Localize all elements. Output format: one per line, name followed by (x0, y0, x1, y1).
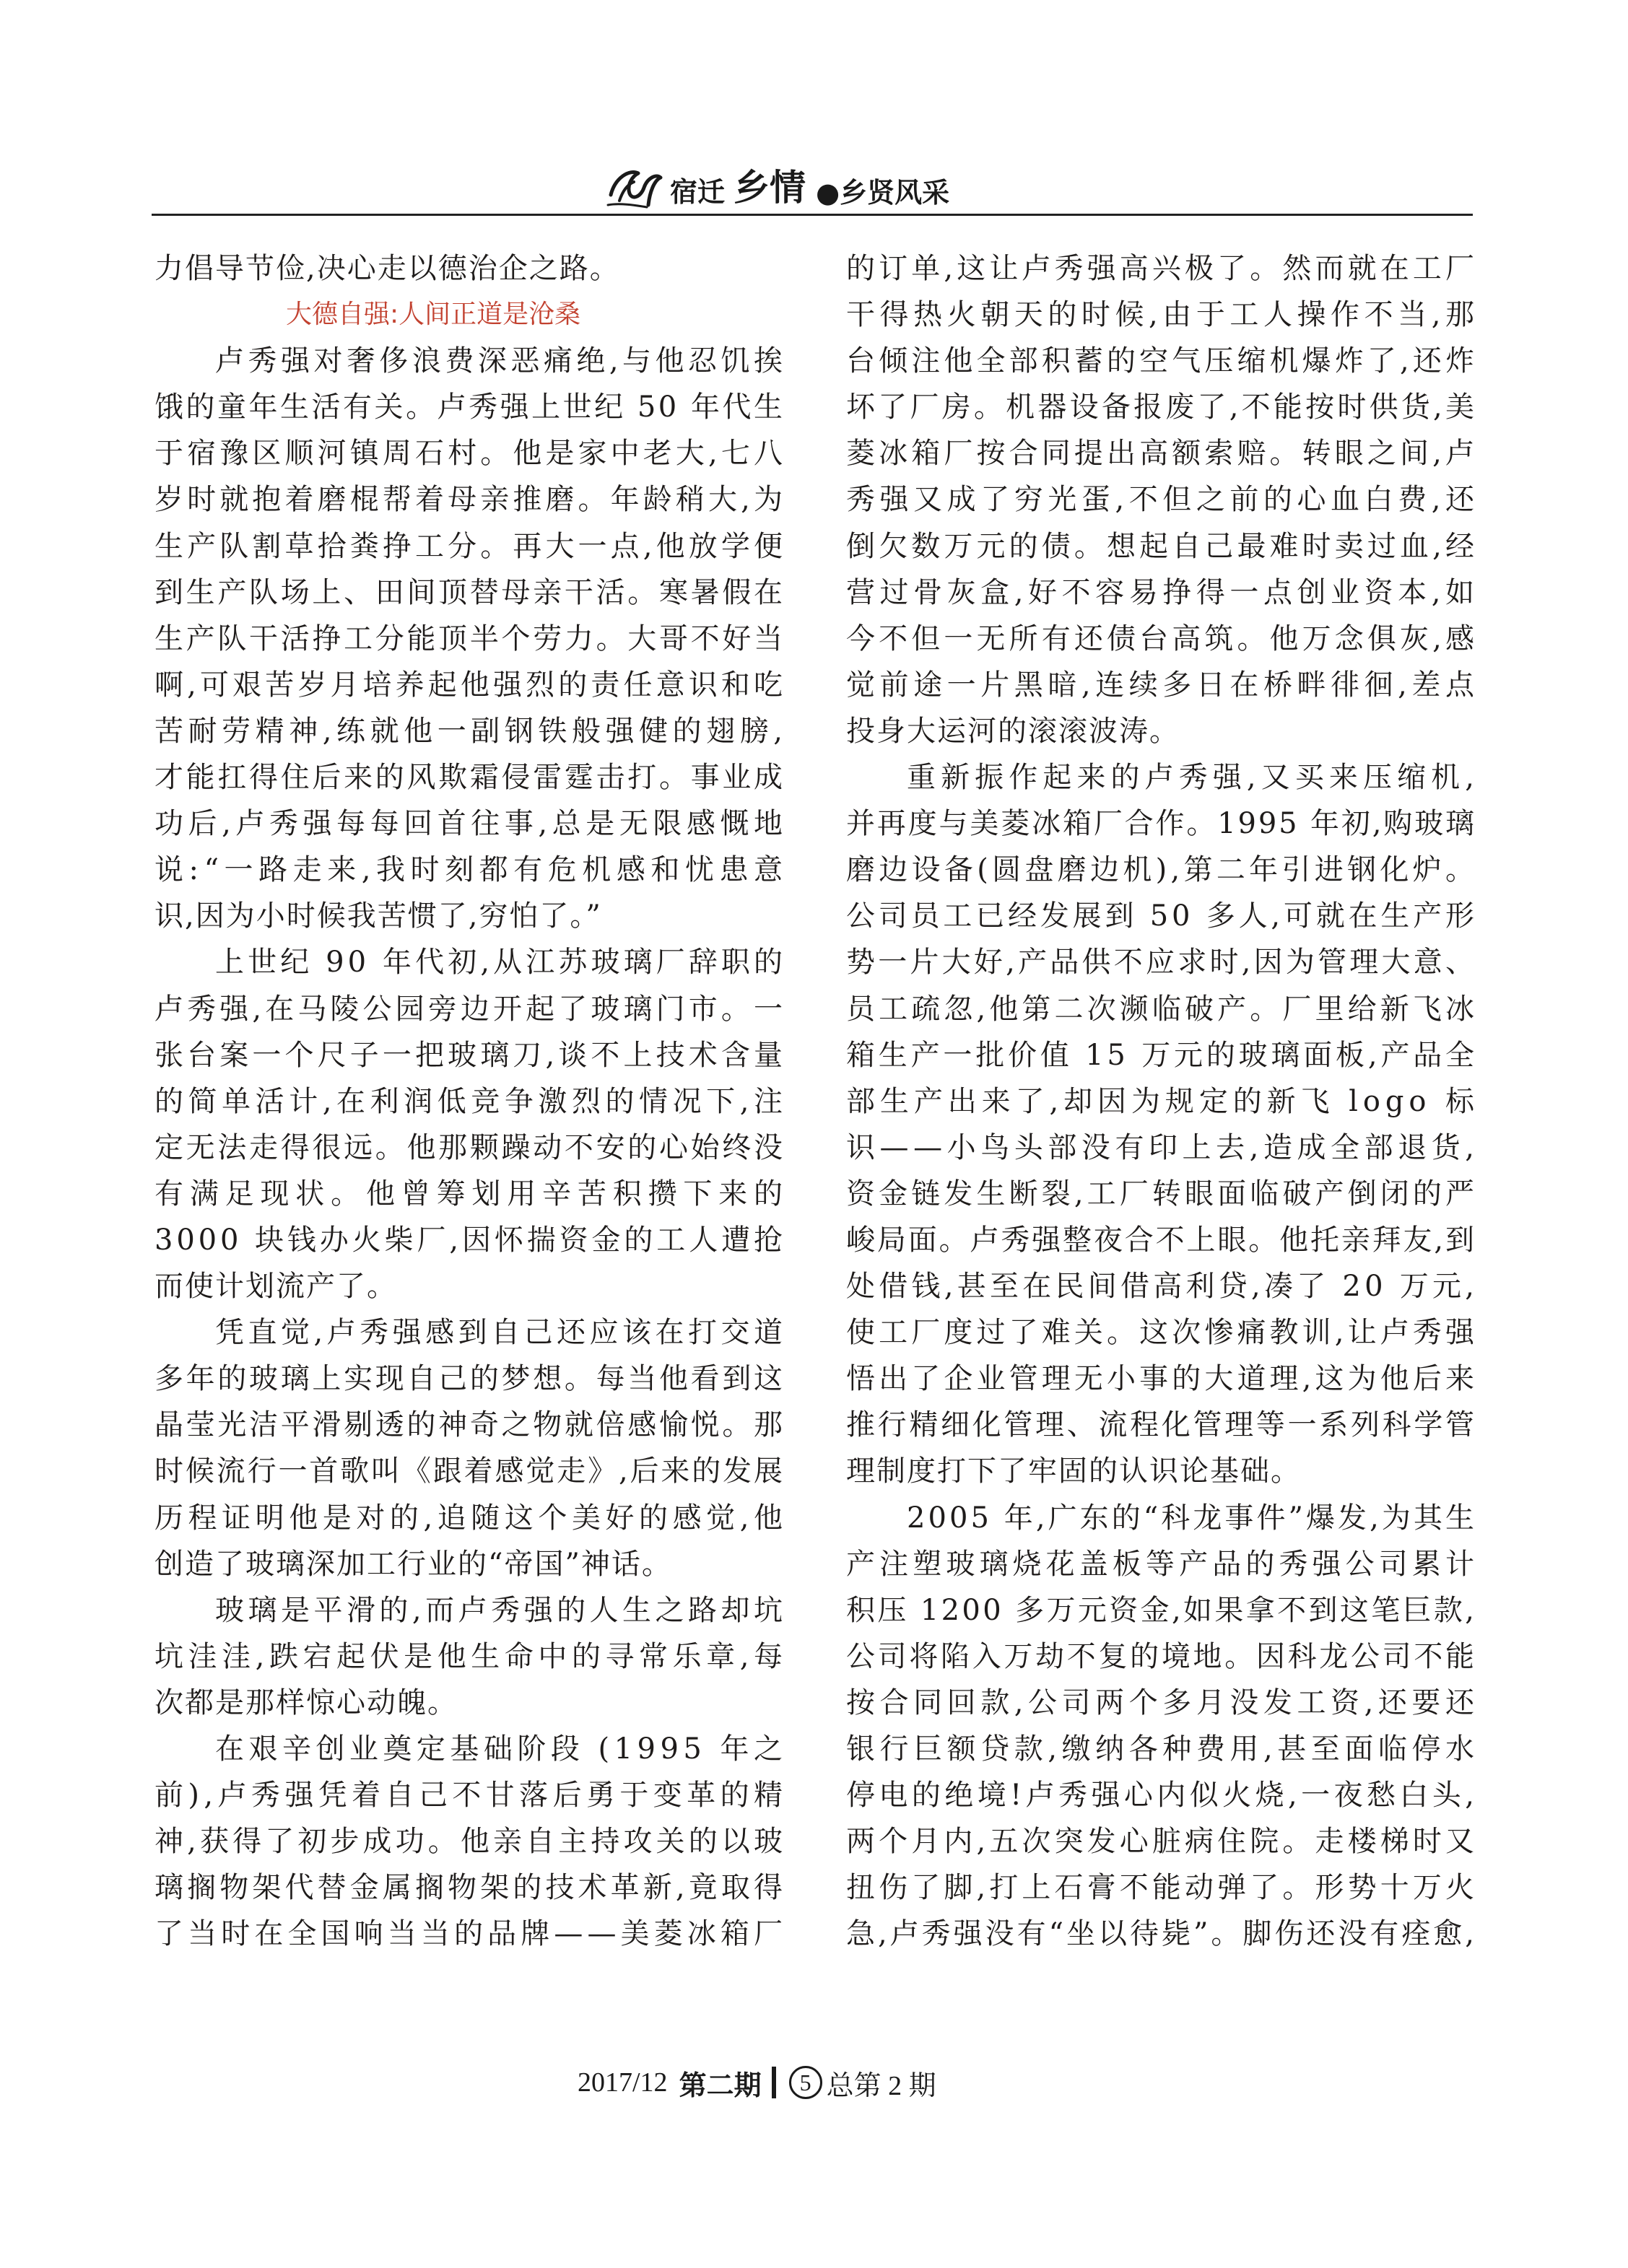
text-line (846, 1217, 1474, 1263)
text-line (154, 1032, 787, 1078)
section-heading: 大德自强:人间正道是沧桑 (286, 300, 581, 330)
text-line-content: 急,卢秀强没有“坐以待毙”。脚伤还没有痊愈, (846, 1917, 1477, 1951)
text-line-content: 的简单活计,在利润低竞争激烈的情况下,注 (154, 1084, 788, 1118)
text-line-content: 两个月内,五次突发心脏病住院。走楼梯时又 (846, 1825, 1479, 1859)
paragraph (154, 338, 788, 939)
paragraph (154, 939, 789, 1309)
text-line (846, 1125, 1479, 1171)
text-line-content: 时候流行一首歌叫《跟着感觉走》,后来的发展 (154, 1454, 785, 1488)
text-line (154, 1263, 783, 1309)
text-line (154, 801, 788, 847)
text-line (154, 1772, 788, 1818)
text-line-content: 前),卢秀强凭着自己不甘落后勇于变革的精 (154, 1779, 788, 1813)
text-line (154, 1541, 783, 1587)
text-line (846, 570, 1479, 616)
text-line-content: 坏了厂房。机器设备报废了,不能按时供货,美 (846, 391, 1478, 424)
text-line (154, 1309, 787, 1356)
text-line-content: 上世纪 90 年代初,从江苏玻璃厂辞职的 (215, 946, 787, 980)
calligraphy-logo-icon (605, 163, 663, 209)
text-line (846, 1772, 1479, 1818)
paragraph (154, 1587, 788, 1726)
text-line (154, 338, 787, 384)
text-line (846, 1726, 1479, 1772)
text-line (846, 986, 1479, 1032)
text-line (846, 1541, 1479, 1587)
text-line (154, 616, 783, 662)
text-line-content: 神,获得了初步成功。他亲自主持攻关的以玻 (154, 1825, 787, 1859)
text-line-content: 而使计划流产了。 (154, 1270, 397, 1304)
text-line-content: 历程证明他是对的,追随这个美好的感觉,他 (154, 1501, 788, 1535)
page-number: 5 (789, 2066, 822, 2099)
text-line-content: 多年的玻璃上实现自己的梦想。每当他看到这 (154, 1362, 785, 1396)
text-line (846, 1448, 1474, 1494)
text-line-content: 于宿豫区顺河镇周石村。他是家中老大,七八 (154, 437, 787, 471)
text-line-content: 凭直觉,卢秀强感到自己还应该在打交道 (215, 1316, 787, 1350)
text-line-content: 营过骨灰盒,好不容易挣得一点创业资本,如 (846, 575, 1479, 609)
text-line-content: 玻璃是平滑的,而卢秀强的人生之路却坑 (215, 1593, 787, 1627)
paragraph (154, 1309, 788, 1587)
text-line-content: 说:“一路走来,我时刻都有危机感和忧患意 (154, 853, 788, 887)
text-line (846, 1356, 1479, 1402)
text-line (154, 1911, 788, 1957)
text-line-content: 今不但一无所有还债台高筑。他万念俱灰,感 (846, 621, 1479, 655)
text-line (846, 384, 1478, 430)
text-line-content: 倒欠数万元的债。想起自己最难时卖过血,经 (846, 529, 1479, 563)
text-line (846, 338, 1479, 384)
text-line-content: 重新振作起来的卢秀强,又买来压缩机, (907, 761, 1480, 795)
text-line (154, 430, 787, 476)
text-line-content: 饿的童年生活有关。卢秀强上世纪 50 年代生 (154, 391, 785, 424)
text-line (846, 523, 1479, 570)
text-line-content: 处借钱,甚至在民间借高利贷,凑了 20 万元, (846, 1270, 1479, 1304)
text-line-content: 并再度与美菱冰箱厂合作。1995 年初,购玻璃 (846, 807, 1476, 841)
text-line-content: 菱冰箱厂按合同提出高额索赔。转眼之间,卢 (846, 437, 1479, 471)
text-line-content: 推行精细化管理、流程化管理等一系列科学管 (846, 1408, 1477, 1442)
text-line (154, 1125, 783, 1171)
text-line-content: 有满足现状。他曾筹划用辛苦积攒下来的 (154, 1177, 789, 1211)
text-line (846, 1032, 1478, 1078)
text-line (154, 1818, 787, 1864)
text-line-content: 使工厂度过了难关。这次惨痛教训,让卢秀强 (846, 1316, 1479, 1350)
text-line (154, 754, 783, 801)
text-line (154, 476, 787, 523)
text-line (846, 476, 1479, 523)
text-line-content: 啊,可艰苦岁月培养起他强烈的责任意识和吃 (154, 668, 787, 702)
text-line-content: 产注塑玻璃烧花盖板等产品的秀强公司累计 (846, 1547, 1479, 1581)
text-line-content: 投身大运河的滚滚波涛。 (846, 714, 1180, 748)
text-line-content: 璃搁物架代替金属搁物架的技术革新,竟取得 (154, 1871, 787, 1905)
text-line (846, 1171, 1479, 1217)
text-line-content: 坑洼洼,跌宕起伏是他生命中的寻常乐章,每 (154, 1639, 788, 1673)
text-line (846, 847, 1479, 893)
text-line (154, 1587, 787, 1634)
text-line-content: 识——小鸟头部没有印上去,造成全部退货, (846, 1130, 1479, 1164)
text-line (846, 430, 1479, 476)
text-line-content: 公司将陷入万劫不复的境地。因科龙公司不能 (846, 1639, 1477, 1673)
text-line-content: 部生产出来了,却因为规定的新飞 logo 标 (846, 1084, 1479, 1118)
text-line (846, 292, 1479, 338)
text-line (154, 245, 783, 292)
text-line (846, 616, 1479, 662)
text-line (846, 1587, 1477, 1634)
header-rule (152, 214, 1473, 216)
text-line-content: 3000 块钱办火柴厂,因怀揣资金的工人遭抢 (154, 1223, 786, 1257)
text-line-content: 停电的绝境!卢秀强心内似火烧,一夜愁白头, (846, 1779, 1479, 1813)
text-line (154, 1402, 783, 1448)
text-line-content: 才能扛得住后来的风欺霜侵雷霆击打。事业成 (154, 761, 785, 795)
text-line (846, 1818, 1479, 1864)
text-line-content: 识,因为小时候我苦惯了,穷怕了。” (154, 899, 602, 933)
text-line-content: 觉前途一片黑暗,连续多日在桥畔徘徊,差点 (846, 668, 1479, 702)
text-line (154, 939, 787, 985)
text-line (154, 1171, 789, 1217)
text-line (846, 1078, 1479, 1125)
text-line-content: 在艰辛创业奠定基础阶段 (1995 年之 (215, 1732, 788, 1766)
paragraph (154, 1726, 788, 1957)
text-line-content: 定无法走得很远。他那颗躁动不安的心始终没 (154, 1130, 785, 1164)
text-line (154, 708, 788, 754)
text-line (154, 523, 787, 570)
text-line (154, 893, 783, 939)
paragraph (154, 245, 783, 292)
text-line-content: 苦耐劳精神,练就他一副钢铁般强健的翅膀, (154, 714, 788, 748)
text-line-content: 到生产队场上、田间顶替母亲干活。寒暑假在 (154, 575, 785, 609)
text-line (846, 1495, 1478, 1541)
text-line-content: 势一片大好,产品供不应求时,因为管理大意、 (846, 946, 1478, 980)
text-line-content: 创造了玻璃深加工行业的“帝国”神话。 (154, 1547, 672, 1581)
column-right (846, 245, 1480, 1957)
text-line-content: 理制度打下了牢固的认识论基础。 (846, 1454, 1301, 1488)
text-line (846, 708, 1474, 754)
text-line (846, 754, 1480, 801)
text-line-content: 台倾注他全部积蓄的空气压缩机爆炸了,还炸 (846, 344, 1479, 378)
header-place: 宿迁 (670, 176, 726, 208)
text-line (846, 1402, 1477, 1448)
text-line (846, 1911, 1477, 1957)
paragraph (846, 245, 1479, 754)
text-line-content: 生产队干活挣工分能顶半个劳力。大哥不好当 (154, 621, 785, 655)
text-line-content: 员工疏忽,他第二次濒临破产。厂里给新飞冰 (846, 992, 1479, 1026)
text-line (154, 847, 788, 893)
footer-separator (772, 2067, 776, 2098)
text-line-content: 积压 1200 多万元资金,如果拿不到这笔巨款, (846, 1593, 1477, 1627)
header-title: 乡情 (734, 166, 806, 209)
text-line-content: 张台案一个尺子一把玻璃刀,谈不上技术含量 (154, 1038, 787, 1072)
text-line (846, 245, 1479, 292)
text-line-content: 岁时就抱着磨棍帮着母亲推磨。年龄稍大,为 (154, 483, 787, 517)
text-line-content: 扭伤了脚,打上石膏不能动弹了。形势十万火 (846, 1871, 1479, 1905)
column-left (154, 245, 789, 1957)
text-line-content: 银行巨额贷款,缴纳各种费用,甚至面临停水 (846, 1732, 1479, 1766)
footer-total-issue: 总第 2 期 (826, 2070, 936, 2101)
text-line (154, 384, 783, 430)
text-line (846, 1309, 1479, 1356)
text-line (154, 1634, 788, 1680)
text-line (846, 939, 1478, 985)
text-line (846, 1634, 1477, 1680)
text-line-content: 资金链发生断裂,工厂转眼面临破产倒闭的严 (846, 1177, 1479, 1211)
text-line (154, 1448, 783, 1494)
paragraph (846, 754, 1480, 1495)
text-line (154, 1680, 783, 1726)
text-line (846, 801, 1474, 847)
text-line-content: 功后,卢秀强每每回首往事,总是无限感慨地 (154, 807, 788, 841)
text-line-content: 干得热火朝天的时候,由于工人操作不当,那 (846, 298, 1479, 332)
text-line-content: 次都是那样惊心动魄。 (154, 1685, 458, 1719)
text-line-content: 了当时在全国响当当的品牌——美菱冰箱厂 (154, 1917, 788, 1951)
text-line-content: 生产队割草拾粪挣工分。再大一点,他放学便 (154, 529, 787, 563)
text-line-content: 卢秀强对奢侈浪费深恶痛绝,与他忍饥挨 (215, 344, 787, 378)
text-line-content: 卢秀强,在马陵公园旁边开起了玻璃门市。一 (154, 992, 787, 1026)
text-line (154, 1726, 788, 1772)
text-line-content: 秀强又成了穷光蛋,不但之前的心血白费,还 (846, 483, 1479, 517)
text-line (846, 1864, 1479, 1911)
text-line-content: 峻局面。卢秀强整夜合不上眼。他托亲拜友,到 (846, 1223, 1476, 1257)
text-line (154, 1864, 787, 1911)
text-line (154, 986, 787, 1032)
text-line-content: 按合同回款,公司两个多月没发工资,还要还 (846, 1685, 1479, 1719)
text-line (154, 1078, 788, 1125)
footer-issue: 第二期 (679, 2070, 762, 2101)
text-line-content: 2005 年,广东的“科龙事件”爆发,为其生 (907, 1501, 1478, 1535)
page-footer (578, 2064, 936, 2101)
paragraph (846, 1495, 1479, 1958)
text-line (846, 1680, 1479, 1726)
text-line (154, 570, 783, 616)
text-line-content: 公司员工已经发展到 50 多人,可就在生产形 (846, 899, 1478, 933)
text-line-content: 箱生产一批价值 15 万元的玻璃面板,产品全 (846, 1038, 1478, 1072)
text-line (154, 1495, 788, 1541)
text-line (154, 1217, 786, 1263)
text-line-content: 力倡导节俭,决心走以德治企之路。 (154, 252, 620, 285)
footer-date: 2017/12 (578, 2067, 668, 2098)
text-line (846, 893, 1478, 939)
text-line (846, 662, 1479, 708)
text-line-content: 悟出了企业管理无小事的大道理,这为他后来 (846, 1362, 1479, 1396)
text-line-content: 晶莹光洁平滑剔透的神奇之物就倍感愉悦。那 (154, 1408, 785, 1442)
text-line (846, 1263, 1479, 1309)
text-line-content: 磨边设备(圆盘磨边机),第二年引进钢化炉。 (846, 853, 1479, 887)
text-line (154, 662, 787, 708)
text-line-content: 的订单,这让卢秀强高兴极了。然而就在工厂 (846, 252, 1479, 285)
text-line (154, 1356, 783, 1402)
header-section: ●乡贤风采 (816, 177, 950, 209)
